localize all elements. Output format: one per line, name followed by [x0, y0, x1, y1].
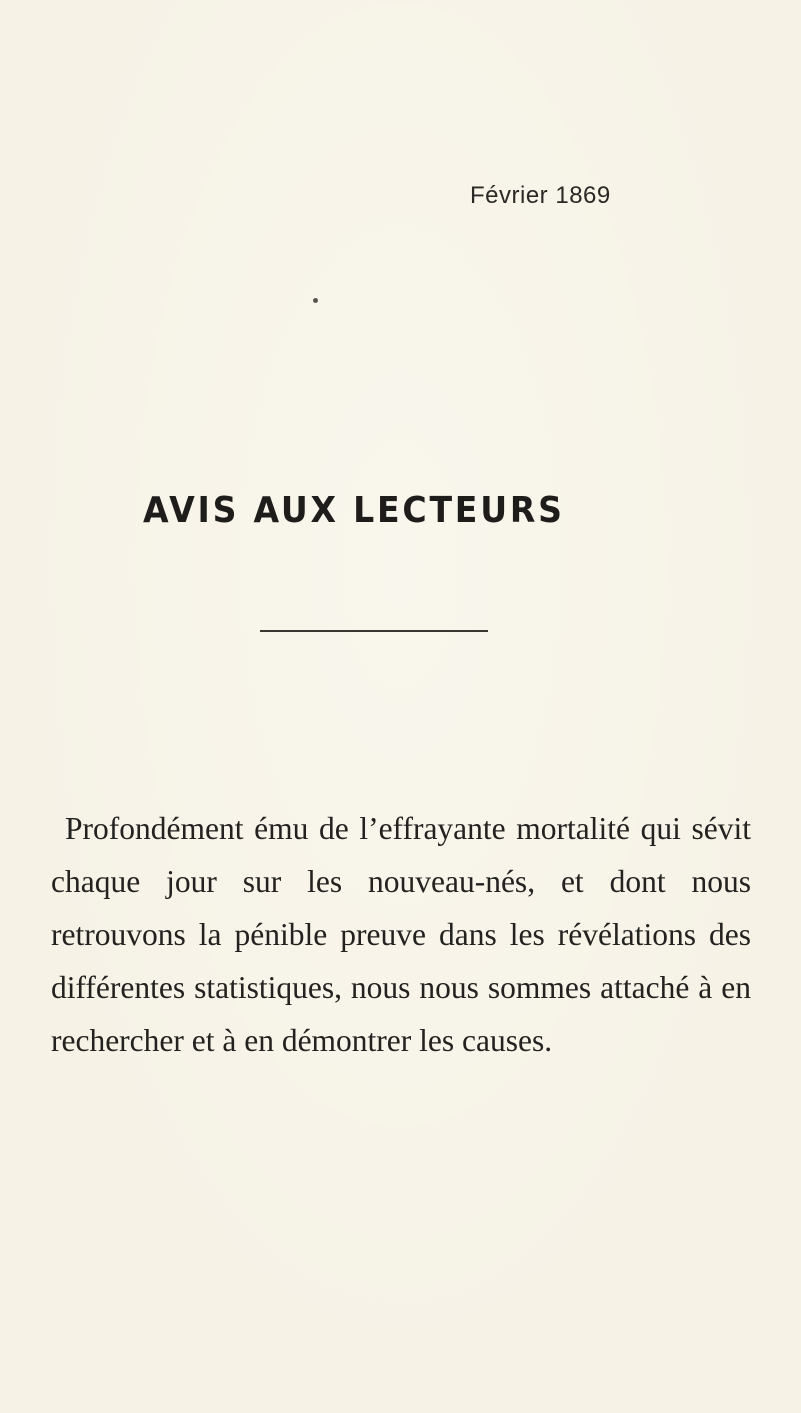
date-line: Février 1869 — [470, 182, 611, 209]
ink-speck — [313, 298, 318, 303]
page-title: AVIS AUX LECTEURS — [143, 490, 565, 531]
body-paragraph: Profondément ému de l’effrayante mortalité qui sévit chaque jour sur les nouveau-nés, et dont nous retrouvons la pénible preuve dans les révélations des différentes statistiques, nous nous sommes attaché à en rechercher et à en démontrer les causes. — [51, 810, 751, 1058]
divider-rule — [260, 630, 488, 632]
